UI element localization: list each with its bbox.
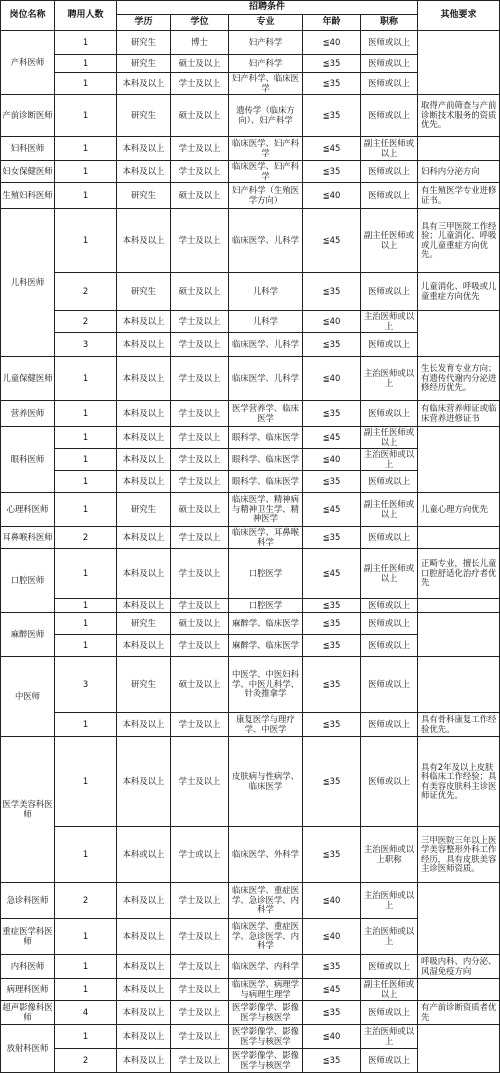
age-cell: ≦35 [303, 527, 361, 549]
degree-cell: 学士或以上 [171, 827, 229, 883]
header-education: 学历 [117, 15, 171, 31]
count-cell: 1 [55, 401, 117, 427]
education-cell: 本科及以上 [117, 427, 171, 449]
education-cell: 本科及以上 [117, 737, 171, 827]
education-cell: 本科及以上 [117, 635, 171, 657]
major-cell: 眼科学、临床医学 [229, 427, 303, 449]
position-cell: 儿童保健医师 [1, 357, 55, 401]
position-cell: 中医师 [1, 657, 55, 737]
count-cell: 1 [55, 449, 117, 471]
title-cell: 医师或以上 [361, 955, 418, 979]
degree-cell: 学士及以上 [171, 919, 229, 955]
education-cell: 本科及以上 [117, 311, 171, 333]
major-cell: 遗传学（临床方向）、妇产科学 [229, 95, 303, 137]
table-row [1, 161, 500, 183]
title-cell: 医师或以上 [361, 657, 418, 713]
table-row [1, 527, 500, 549]
degree-cell: 硕士及以上 [171, 493, 229, 527]
major-cell: 妇产科学 [229, 31, 303, 55]
count-cell: 1 [55, 183, 117, 209]
age-cell: ≦45 [303, 549, 361, 599]
education-cell: 本科及以上 [117, 527, 171, 549]
other-requirements-cell: 儿童心理方向优先 [418, 493, 500, 527]
position-cell: 心理科医师 [1, 493, 55, 527]
title-cell: 副主任医师或以上 [361, 137, 418, 161]
table-row [1, 827, 500, 883]
title-cell: 副主任医师或以上 [361, 979, 418, 1001]
header-position: 岗位名称 [1, 1, 55, 31]
table-row [1, 713, 500, 737]
count-cell: 1 [55, 209, 117, 273]
count-cell: 1 [55, 955, 117, 979]
major-cell: 儿科学 [229, 311, 303, 333]
education-cell: 本科及以上 [117, 401, 171, 427]
age-cell: ≦45 [303, 137, 361, 161]
degree-cell: 学士及以上 [171, 427, 229, 449]
degree-cell: 学士及以上 [171, 549, 229, 599]
title-cell: 副主任医师或以上 [361, 209, 418, 273]
title-cell: 医师或以上 [361, 737, 418, 827]
degree-cell: 硕士及以上 [171, 183, 229, 209]
title-cell: 医师或以上 [361, 161, 418, 183]
degree-cell: 硕士及以上 [171, 657, 229, 713]
header-degree: 学位 [171, 15, 229, 31]
other-requirements-cell: 妇科内分泌方向 [418, 161, 500, 183]
degree-cell: 学士及以上 [171, 471, 229, 493]
table-row [1, 979, 500, 1001]
education-cell: 本科及以上 [117, 73, 171, 95]
table-row [1, 549, 500, 599]
title-cell: 主治医师或以上 [361, 1025, 418, 1049]
degree-cell: 学士及以上 [171, 713, 229, 737]
header-row-top [1, 1, 500, 15]
position-cell: 麻醉医师 [1, 613, 55, 657]
count-cell: 2 [55, 1049, 117, 1073]
other-requirements-cell [418, 31, 500, 95]
degree-cell: 学士及以上 [171, 737, 229, 827]
major-cell: 妇产科学、临床医学 [229, 73, 303, 95]
education-cell: 本科及以上 [117, 333, 171, 357]
other-requirements-cell: 取得产前筛查与产前诊断技术服务的资质优先。 [418, 95, 500, 137]
education-cell: 研究生 [117, 95, 171, 137]
major-cell: 临床医学、妇产科学 [229, 161, 303, 183]
table-row [1, 31, 500, 55]
major-cell: 临床医学、病理学与病理生理学 [229, 979, 303, 1001]
other-requirements-cell [418, 657, 500, 713]
age-cell: ≦35 [303, 1001, 361, 1025]
table-row [1, 599, 500, 613]
degree-cell: 学士及以上 [171, 357, 229, 401]
table-row [1, 613, 500, 635]
degree-cell: 博士 [171, 31, 229, 55]
major-cell: 眼科学、临床医学 [229, 449, 303, 471]
count-cell: 2 [55, 311, 117, 333]
age-cell: ≦40 [303, 357, 361, 401]
other-requirements-cell: 具有骨科康复工作经验优先。 [418, 713, 500, 737]
age-cell: ≦35 [303, 73, 361, 95]
education-cell: 本科及以上 [117, 549, 171, 599]
title-cell: 医师或以上 [361, 1001, 418, 1025]
title-cell: 医师或以上 [361, 273, 418, 311]
major-cell: 临床医学、重症医学、急诊医学、内科学 [229, 883, 303, 919]
education-cell: 本科及以上 [117, 1001, 171, 1025]
title-cell: 医师或以上 [361, 527, 418, 549]
major-cell: 口腔医学 [229, 549, 303, 599]
major-cell: 麻醉学、临床医学 [229, 613, 303, 635]
position-cell: 生殖妇科医师 [1, 183, 55, 209]
position-cell: 妇科医师 [1, 137, 55, 161]
degree-cell: 学士及以上 [171, 401, 229, 427]
major-cell: 医学营养学、临床医学 [229, 401, 303, 427]
table-row [1, 401, 500, 427]
other-requirements-cell: 有临床营养师证或临床营养进修证书 [418, 401, 500, 427]
major-cell: 医学影像学、影像医学与核医学 [229, 1049, 303, 1073]
other-requirements-cell [418, 613, 500, 657]
title-cell: 主治医师或以上 [361, 449, 418, 471]
age-cell: ≦35 [303, 471, 361, 493]
other-requirements-cell [418, 527, 500, 549]
position-cell: 重症医学科医师 [1, 919, 55, 955]
age-cell: ≦45 [303, 427, 361, 449]
age-cell: ≦40 [303, 919, 361, 955]
age-cell: ≦40 [303, 311, 361, 333]
major-cell: 临床医学、重症医学、急诊医学、内科学 [229, 919, 303, 955]
other-requirements-cell: 正畸专业，擅长儿童口腔舒适化治疗者优先 [418, 549, 500, 599]
education-cell: 本科及以上 [117, 713, 171, 737]
table-row [1, 493, 500, 527]
title-cell: 医师或以上 [361, 73, 418, 95]
degree-cell: 学士及以上 [171, 979, 229, 1001]
title-cell: 主治医师或以上 [361, 311, 418, 333]
position-cell: 医学美容科医师 [1, 737, 55, 883]
education-cell: 本科及以上 [117, 209, 171, 273]
degree-cell: 学士及以上 [171, 599, 229, 613]
age-cell: ≦35 [303, 161, 361, 183]
degree-cell: 硕士及以上 [171, 55, 229, 73]
age-cell: ≦35 [303, 1049, 361, 1073]
table-row [1, 427, 500, 449]
age-cell: ≦40 [303, 883, 361, 919]
degree-cell: 学士及以上 [171, 209, 229, 273]
other-requirements-cell [418, 599, 500, 613]
position-cell: 急诊科医师 [1, 883, 55, 919]
title-cell: 副主任医师或以上 [361, 493, 418, 527]
title-cell: 医师或以上 [361, 713, 418, 737]
major-cell: 中医学、中医妇科学、中医儿科学、针灸推拿学 [229, 657, 303, 713]
major-cell: 临床医学、耳鼻喉科学 [229, 527, 303, 549]
education-cell: 研究生 [117, 493, 171, 527]
major-cell: 临床医学、妇产科学 [229, 137, 303, 161]
position-cell: 病理科医师 [1, 979, 55, 1001]
header-major: 专业 [229, 15, 303, 31]
major-cell: 口腔医学 [229, 599, 303, 613]
table-row [1, 1025, 500, 1049]
major-cell: 妇产科学（生殖医学方向） [229, 183, 303, 209]
title-cell: 主治医师或以上 [361, 357, 418, 401]
count-cell: 1 [55, 635, 117, 657]
age-cell: ≦35 [303, 827, 361, 883]
age-cell: ≦40 [303, 31, 361, 55]
count-cell: 2 [55, 273, 117, 311]
title-cell: 副主任医师或以上 [361, 427, 418, 449]
education-cell: 研究生 [117, 31, 171, 55]
header-age: 年龄 [303, 15, 361, 31]
education-cell: 本科及以上 [117, 955, 171, 979]
education-cell: 本科及以上 [117, 979, 171, 1001]
education-cell: 本科及以上 [117, 919, 171, 955]
title-cell: 副主任医师或以上 [361, 549, 418, 599]
age-cell: ≦35 [303, 635, 361, 657]
other-requirements-cell [418, 311, 500, 357]
age-cell: ≦35 [303, 273, 361, 311]
major-cell: 儿科学 [229, 273, 303, 311]
count-cell: 1 [55, 713, 117, 737]
degree-cell: 学士及以上 [171, 635, 229, 657]
major-cell: 医学影像学、影像医学与核医学 [229, 1025, 303, 1049]
position-cell: 营养医师 [1, 401, 55, 427]
count-cell: 1 [55, 471, 117, 493]
degree-cell: 学士及以上 [171, 1025, 229, 1049]
other-requirements-cell: 三甲医院三年以上医学美容整形外科工作经历，具有皮肤美容主诊医师资质。 [418, 827, 500, 883]
position-cell: 超声影像科医师 [1, 1001, 55, 1025]
education-cell: 本科或以上 [117, 827, 171, 883]
position-cell: 产科医师 [1, 31, 55, 95]
table-row [1, 95, 500, 137]
count-cell: 1 [55, 549, 117, 599]
age-cell: ≦35 [303, 713, 361, 737]
major-cell: 眼科学、临床医学 [229, 471, 303, 493]
count-cell: 1 [55, 1025, 117, 1049]
age-cell: ≦35 [303, 95, 361, 137]
other-requirements-cell: 生长发育专业方向；有遗传代谢内分泌进修经历优先。 [418, 357, 500, 401]
other-requirements-cell [418, 1025, 500, 1073]
table-row [1, 883, 500, 919]
position-cell: 耳鼻喉科医师 [1, 527, 55, 549]
table-row [1, 357, 500, 401]
position-cell: 放射科医师 [1, 1025, 55, 1073]
education-cell: 本科及以上 [117, 137, 171, 161]
age-cell: ≦45 [303, 209, 361, 273]
other-requirements-cell: 有产前诊断资质者优先 [418, 1001, 500, 1025]
other-requirements-cell: 呼吸内科、内分泌、风湿免疫方向 [418, 955, 500, 979]
count-cell: 1 [55, 493, 117, 527]
major-cell: 临床医学、精神病与精神卫生学、精神医学 [229, 493, 303, 527]
count-cell: 3 [55, 333, 117, 357]
age-cell: ≦40 [303, 449, 361, 471]
title-cell: 主治医师或以上 [361, 919, 418, 955]
header-count: 聘用人数 [55, 1, 117, 31]
count-cell: 4 [55, 1001, 117, 1025]
age-cell: ≦35 [303, 657, 361, 713]
education-cell: 本科及以上 [117, 471, 171, 493]
age-cell: ≦35 [303, 55, 361, 73]
title-cell: 医师或以上 [361, 471, 418, 493]
age-cell: ≦40 [303, 1025, 361, 1049]
major-cell: 临床医学、儿科学 [229, 333, 303, 357]
degree-cell: 学士及以上 [171, 955, 229, 979]
count-cell: 1 [55, 161, 117, 183]
count-cell: 1 [55, 599, 117, 613]
table-row [1, 273, 500, 311]
position-cell: 口腔医师 [1, 549, 55, 613]
count-cell: 1 [55, 979, 117, 1001]
degree-cell: 学士及以上 [171, 73, 229, 95]
major-cell: 临床医学、内科学 [229, 955, 303, 979]
age-cell: ≦45 [303, 493, 361, 527]
table-body [1, 31, 500, 1073]
education-cell: 研究生 [117, 183, 171, 209]
degree-cell: 硕士及以上 [171, 613, 229, 635]
table-row [1, 1001, 500, 1025]
count-cell: 1 [55, 31, 117, 55]
title-cell: 医师或以上 [361, 1049, 418, 1073]
age-cell: ≦35 [303, 613, 361, 635]
education-cell: 本科及以上 [117, 599, 171, 613]
table-row [1, 657, 500, 713]
count-cell: 1 [55, 919, 117, 955]
table-row [1, 183, 500, 209]
education-cell: 本科及以上 [117, 1025, 171, 1049]
table-row [1, 955, 500, 979]
count-cell: 3 [55, 657, 117, 713]
count-cell: 1 [55, 827, 117, 883]
count-cell: 2 [55, 883, 117, 919]
count-cell: 2 [55, 527, 117, 549]
major-cell: 临床医学、外科学 [229, 827, 303, 883]
education-cell: 本科及以上 [117, 449, 171, 471]
major-cell: 麻醉学、临床医学 [229, 635, 303, 657]
title-cell: 医师或以上 [361, 31, 418, 55]
title-cell: 医师或以上 [361, 401, 418, 427]
degree-cell: 学士及以上 [171, 1001, 229, 1025]
age-cell: ≦35 [303, 599, 361, 613]
education-cell: 研究生 [117, 273, 171, 311]
other-requirements-cell: 具有三甲医院工作经验；儿童消化、呼吸或儿童重症方向优先。 [418, 209, 500, 273]
title-cell: 医师或以上 [361, 635, 418, 657]
table-row [1, 311, 500, 333]
position-cell: 儿科医师 [1, 209, 55, 357]
other-requirements-cell [418, 883, 500, 955]
position-cell: 内科医师 [1, 955, 55, 979]
other-requirements-cell: 具有2年及以上皮肤科临床工作经验；具有美容皮肤科主诊医师证优先。 [418, 737, 500, 827]
education-cell: 本科及以上 [117, 883, 171, 919]
education-cell: 本科及以上 [117, 357, 171, 401]
title-cell: 医师或以上 [361, 333, 418, 357]
major-cell: 临床医学、儿科学 [229, 209, 303, 273]
education-cell: 研究生 [117, 55, 171, 73]
count-cell: 1 [55, 55, 117, 73]
title-cell: 医师或以上 [361, 95, 418, 137]
major-cell: 康复医学与理疗学、中医学 [229, 713, 303, 737]
header-conditions: 招聘条件 [117, 1, 418, 15]
title-cell: 主治医师或以上 [361, 883, 418, 919]
major-cell: 皮肤病与性病学、临床医学 [229, 737, 303, 827]
other-requirements-cell [418, 427, 500, 493]
title-cell: 医师或以上 [361, 599, 418, 613]
position-cell: 妇女保健医师 [1, 161, 55, 183]
age-cell: ≦35 [303, 333, 361, 357]
table-row [1, 137, 500, 161]
title-cell: 医师或以上 [361, 183, 418, 209]
other-requirements-cell: 儿童消化、呼吸或儿童重症方向优先 [418, 273, 500, 311]
degree-cell: 学士及以上 [171, 449, 229, 471]
count-cell: 1 [55, 613, 117, 635]
degree-cell: 学士及以上 [171, 1049, 229, 1073]
header-other: 其他要求 [418, 1, 500, 31]
education-cell: 研究生 [117, 613, 171, 635]
count-cell: 1 [55, 427, 117, 449]
position-cell: 眼科医师 [1, 427, 55, 493]
age-cell: ≦35 [303, 737, 361, 827]
major-cell: 妇产科学 [229, 55, 303, 73]
table-row [1, 737, 500, 827]
count-cell: 1 [55, 357, 117, 401]
education-cell: 本科及以上 [117, 1049, 171, 1073]
title-cell: 主治医师或以上职称 [361, 827, 418, 883]
age-cell: ≦35 [303, 955, 361, 979]
count-cell: 1 [55, 95, 117, 137]
degree-cell: 硕士及以上 [171, 273, 229, 311]
age-cell: ≦35 [303, 401, 361, 427]
education-cell: 研究生 [117, 657, 171, 713]
degree-cell: 学士及以上 [171, 161, 229, 183]
title-cell: 医师或以上 [361, 55, 418, 73]
degree-cell: 学士及以上 [171, 883, 229, 919]
age-cell: ≦40 [303, 183, 361, 209]
title-cell: 医师或以上 [361, 613, 418, 635]
table-row [1, 209, 500, 273]
count-cell: 1 [55, 737, 117, 827]
degree-cell: 学士及以上 [171, 333, 229, 357]
other-requirements-cell [418, 137, 500, 161]
degree-cell: 学士及以上 [171, 527, 229, 549]
major-cell: 医学影像学、影像医学与核医学 [229, 1001, 303, 1025]
other-requirements-cell [418, 979, 500, 1001]
degree-cell: 学士及以上 [171, 311, 229, 333]
count-cell: 1 [55, 73, 117, 95]
count-cell: 1 [55, 137, 117, 161]
major-cell: 临床医学、儿科学 [229, 357, 303, 401]
education-cell: 本科及以上 [117, 161, 171, 183]
degree-cell: 硕士及以上 [171, 95, 229, 137]
degree-cell: 学士及以上 [171, 137, 229, 161]
other-requirements-cell: 有生殖医学专业进修证书。 [418, 183, 500, 209]
position-cell: 产前诊断医师 [1, 95, 55, 137]
age-cell: ≦45 [303, 979, 361, 1001]
header-title: 职称 [361, 15, 418, 31]
